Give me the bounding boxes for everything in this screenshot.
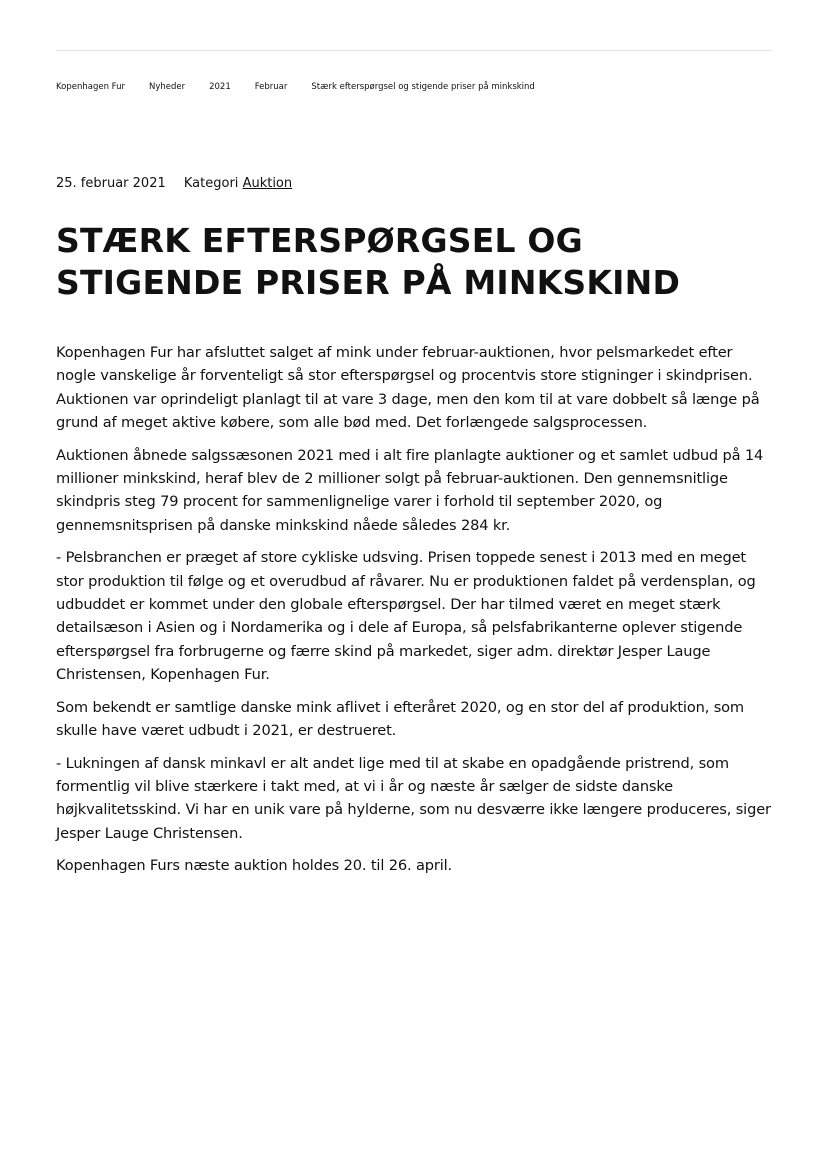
article-paragraph-5: - Lukningen af dansk minkavl er alt andet lige med til at skabe en opadgående pristrend, som formentlig vil blive stærkere i takt med, at vi i år og næste år sælger de sidste danske højkvalitetsskind. Vi har en unik vare på hylderne, som nu desværre ikke længere produceres, siger Jesper Lauge Christensen. <box>56 754 771 842</box>
article-paragraph-6: Kopenhagen Furs næste auktion holdes 20. til 26. april. <box>56 857 453 875</box>
category-link[interactable]: Auktion <box>242 176 293 191</box>
article-date: 25. februar 2021 <box>56 176 166 191</box>
article-meta <box>56 175 292 193</box>
breadcrumb-item-year[interactable]: 2021 <box>209 82 231 92</box>
top-divider <box>56 50 772 51</box>
breadcrumb-item-news[interactable]: Nyheder <box>148 82 186 92</box>
breadcrumb <box>56 81 535 93</box>
breadcrumb-item-month[interactable]: Februar <box>254 82 288 92</box>
article-paragraph-3: - Pelsbranchen er præget af store cykliske udsving. Prisen toppede senest i 2013 med en meget stor produktion til følge og et overudbud af råvarer. Nu er produktionen faldet på verdensplan, og udbuddet er kommet under den globale efterspørgsel. Der har tilmed været en meget stærk detailsæson i Asien og i Nordamerika og i dele af Europa, så pelsfabrikanterne oplever stigende efterspørgsel fra forbrugerne og færre skind på markedet, siger adm. direktør Jesper Lauge Christensen, Kopenhagen Fur. <box>56 549 756 684</box>
breadcrumb-item-home[interactable]: Kopenhagen Fur <box>56 82 125 92</box>
category-label: Kategori <box>183 176 239 191</box>
breadcrumb-item-current: Stærk efterspørgsel og stigende priser på minkskind <box>311 82 535 92</box>
article-paragraph-1: Kopenhagen Fur har afsluttet salget af mink under februar-auktionen, hvor pelsmarkedet efter nogle vanskelige år forventeligt så stor efterspørgsel og procentvis store stigninger i skindprisen. Auktionen var oprindeligt planlagt til at vare 3 dage, men den kom til at vare dobbelt så længe på grund af meget aktive købere, som alle bød med. Det forlængede salgsprocessen. <box>56 344 760 432</box>
page-title: STÆRK EFTERSPØRGSEL OG STIGENDE PRISER PÅ MINKSKIND <box>56 221 681 302</box>
article-paragraph-4: Som bekendt er samtlige danske mink aflivet i efteråret 2020, og en stor del af produktion, som skulle have været udbudt i 2021, er destrueret. <box>56 698 744 740</box>
article-paragraph-2: Auktionen åbnede salgssæsonen 2021 med i alt fire planlagte auktioner og et samlet udbud på 14 millioner minkskind, heraf blev de 2 millioner solgt på februar-auktionen. Den gennemsnitlige skindpris steg 79 procent for sammenlignelige varer i forhold til september 2020, og gennemsnitsprisen på danske minkskind nåede således 284 kr. <box>56 446 764 534</box>
article-body <box>56 341 772 887</box>
